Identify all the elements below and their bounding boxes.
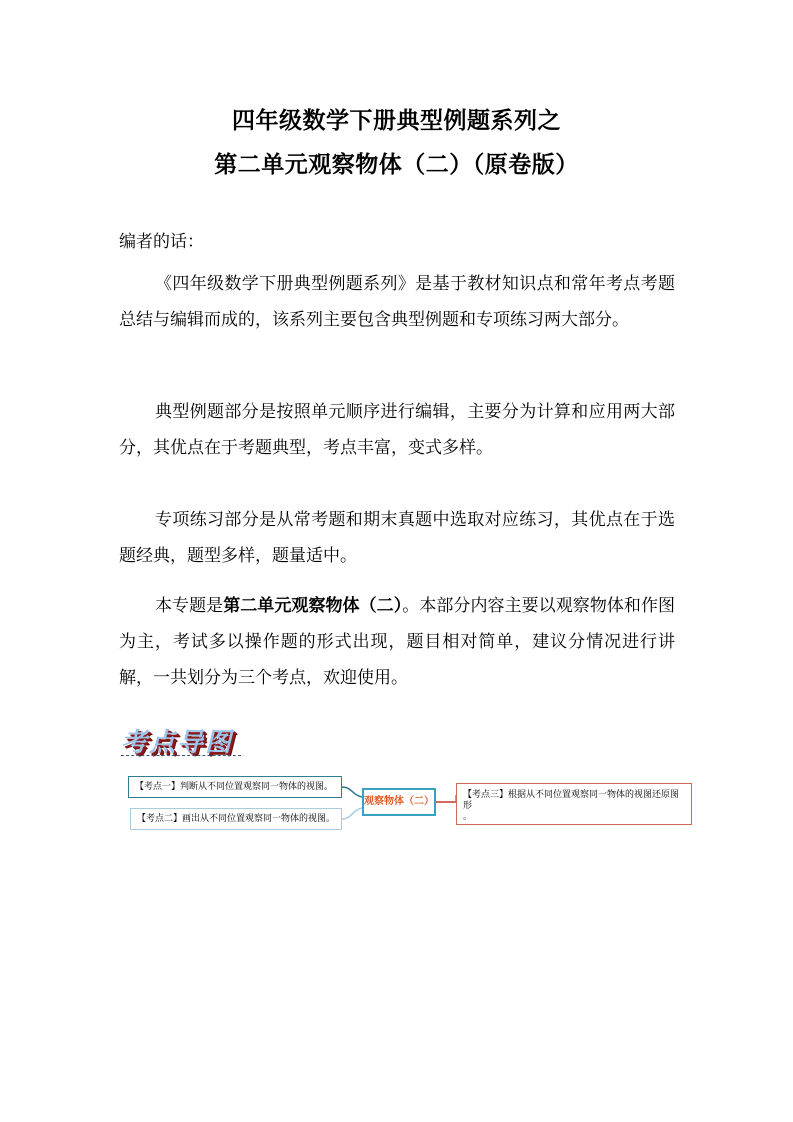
node-3-overflow: 。 bbox=[463, 811, 473, 822]
topic-prefix: 本专题是 bbox=[155, 596, 224, 616]
topic-bold: 第二单元观察物体（二） bbox=[223, 596, 403, 616]
paragraph-intro: 《四年级数学下册典型例题系列》是基于教材知识点和常年考点考题总结与编辑而成的，该系列主要包含典型例题和专项练习两大部分。 bbox=[119, 274, 675, 330]
mind-map-heading: 考点导图 bbox=[121, 728, 234, 758]
mind-map-center: 观察物体（二） bbox=[362, 788, 436, 816]
topic-suffix: 。本部分内容主要以观察物体和作图为主，考试多以操作题的形式出现，题目相对简单，建议分情况进行讲解，一共划分为三个考点，欢迎使用。 bbox=[119, 596, 676, 688]
mind-map-node-2: 【考点二】画出从不同位置观察同一物体的视图。 bbox=[130, 808, 342, 830]
paragraph-exercises: 专项练习部分是从常考题和期末真题中选取对应练习，其优点在于选题经典，题型多样，题量适中。 bbox=[119, 510, 675, 566]
mind-map-node-3 bbox=[456, 783, 692, 825]
paragraph-examples: 典型例题部分是按照单元顺序进行编辑，主要分为计算和应用两大部分，其优点在于考题典型，考点丰富，变式多样。 bbox=[119, 402, 675, 458]
node-3-text: 【考点三】根据从不同位置观察同一物体的视图还原图形 bbox=[463, 790, 680, 811]
mind-map-node-1: 【考点一】判断从不同位置观察同一物体的视图。 bbox=[128, 776, 342, 798]
document-title-line-2: 第二单元观察物体（二）（原卷版） bbox=[214, 152, 579, 178]
editor-note-label: 编者的话： bbox=[119, 232, 204, 252]
document-title-line-1: 四年级数学下册典型例题系列之 bbox=[232, 108, 561, 134]
